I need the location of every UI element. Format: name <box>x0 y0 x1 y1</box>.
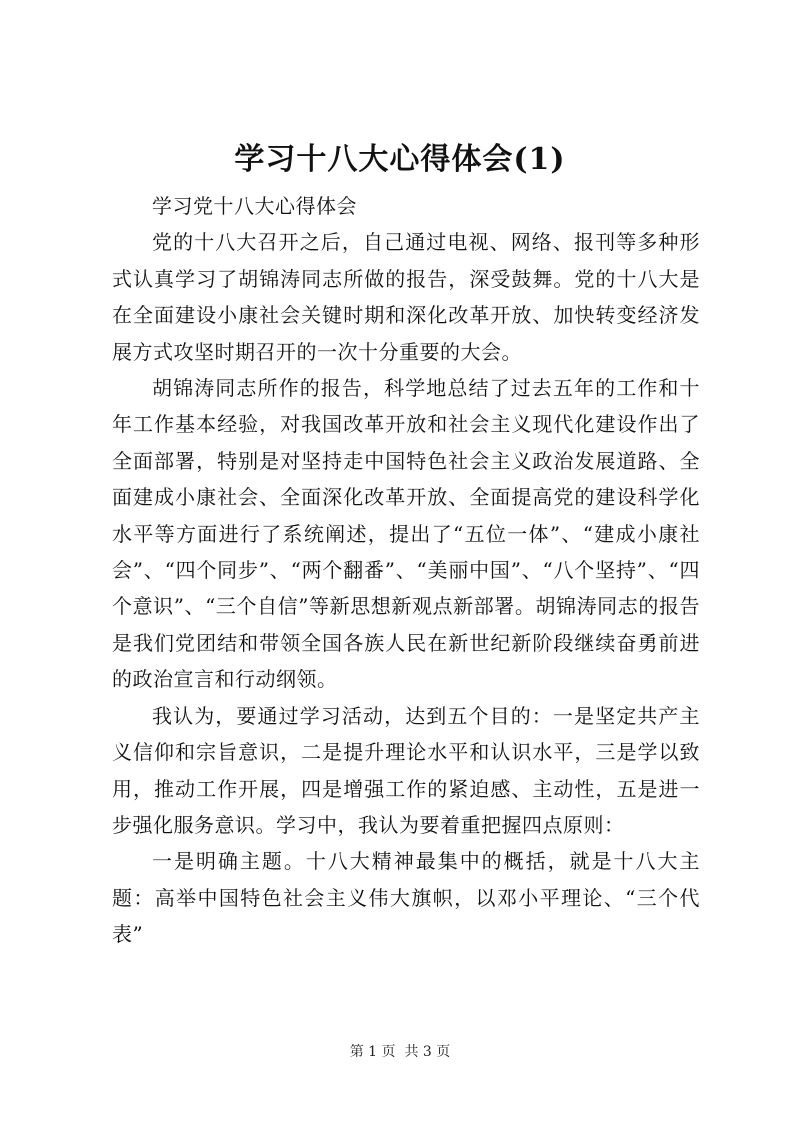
body-paragraph: 我认为，要通过学习活动，达到五个目的：一是坚定共产主义信仰和宗旨意识，二是提升理论水平和认识水平，三是学以致用，推动工作开展，四是增强工作的紧迫感、主动性，五是进一步强化服务意识。学习中，我认为要着重把握四点原则： <box>112 703 700 837</box>
page-number-label: 第 1 页 共 3 页 <box>349 1044 451 1060</box>
document-title: 学习十八大心得体会(1) <box>234 142 566 177</box>
document-body <box>112 188 700 953</box>
page-footer <box>0 1042 800 1062</box>
body-paragraph: 一是明确主题。十八大精神最集中的概括，就是十八大主题：高举中国特色社会主义伟大旗帜，以邓小平理论、“三个代表” <box>112 849 700 947</box>
body-paragraph: 党的十八大召开之后，自己通过电视、网络、报刊等多种形式认真学习了胡锦涛同志所做的报告，深受鼓舞。党的十八大是在全面建设小康社会关键时期和深化改革开放、加快转变经济发展方式攻坚时期召开的一次十分重要的大会。 <box>112 230 700 364</box>
body-paragraph: 胡锦涛同志所作的报告，科学地总结了过去五年的工作和十年工作基本经验，对我国改革开放和社会主义现代化建设作出了全面部署，特别是对坚持走中国特色社会主义政治发展道路、全面建成小康社会、全面深化改革开放、全面提高党的建设科学化水平等方面进行了系统阐述，提出了“五位一体”、“建成小康社会”、“四个同步”、“两个翻番”、“美丽中国”、“八个坚持”、“四个意识”、“三个自信”等新思想新观点新部署。胡锦涛同志的报告是我们党团结和带领全国各族人民在新世纪新阶段继续奋勇前进的政治宣言和行动纲领。 <box>112 376 700 692</box>
subtitle-paragraph: 学习党十八大心得体会 <box>152 194 357 218</box>
